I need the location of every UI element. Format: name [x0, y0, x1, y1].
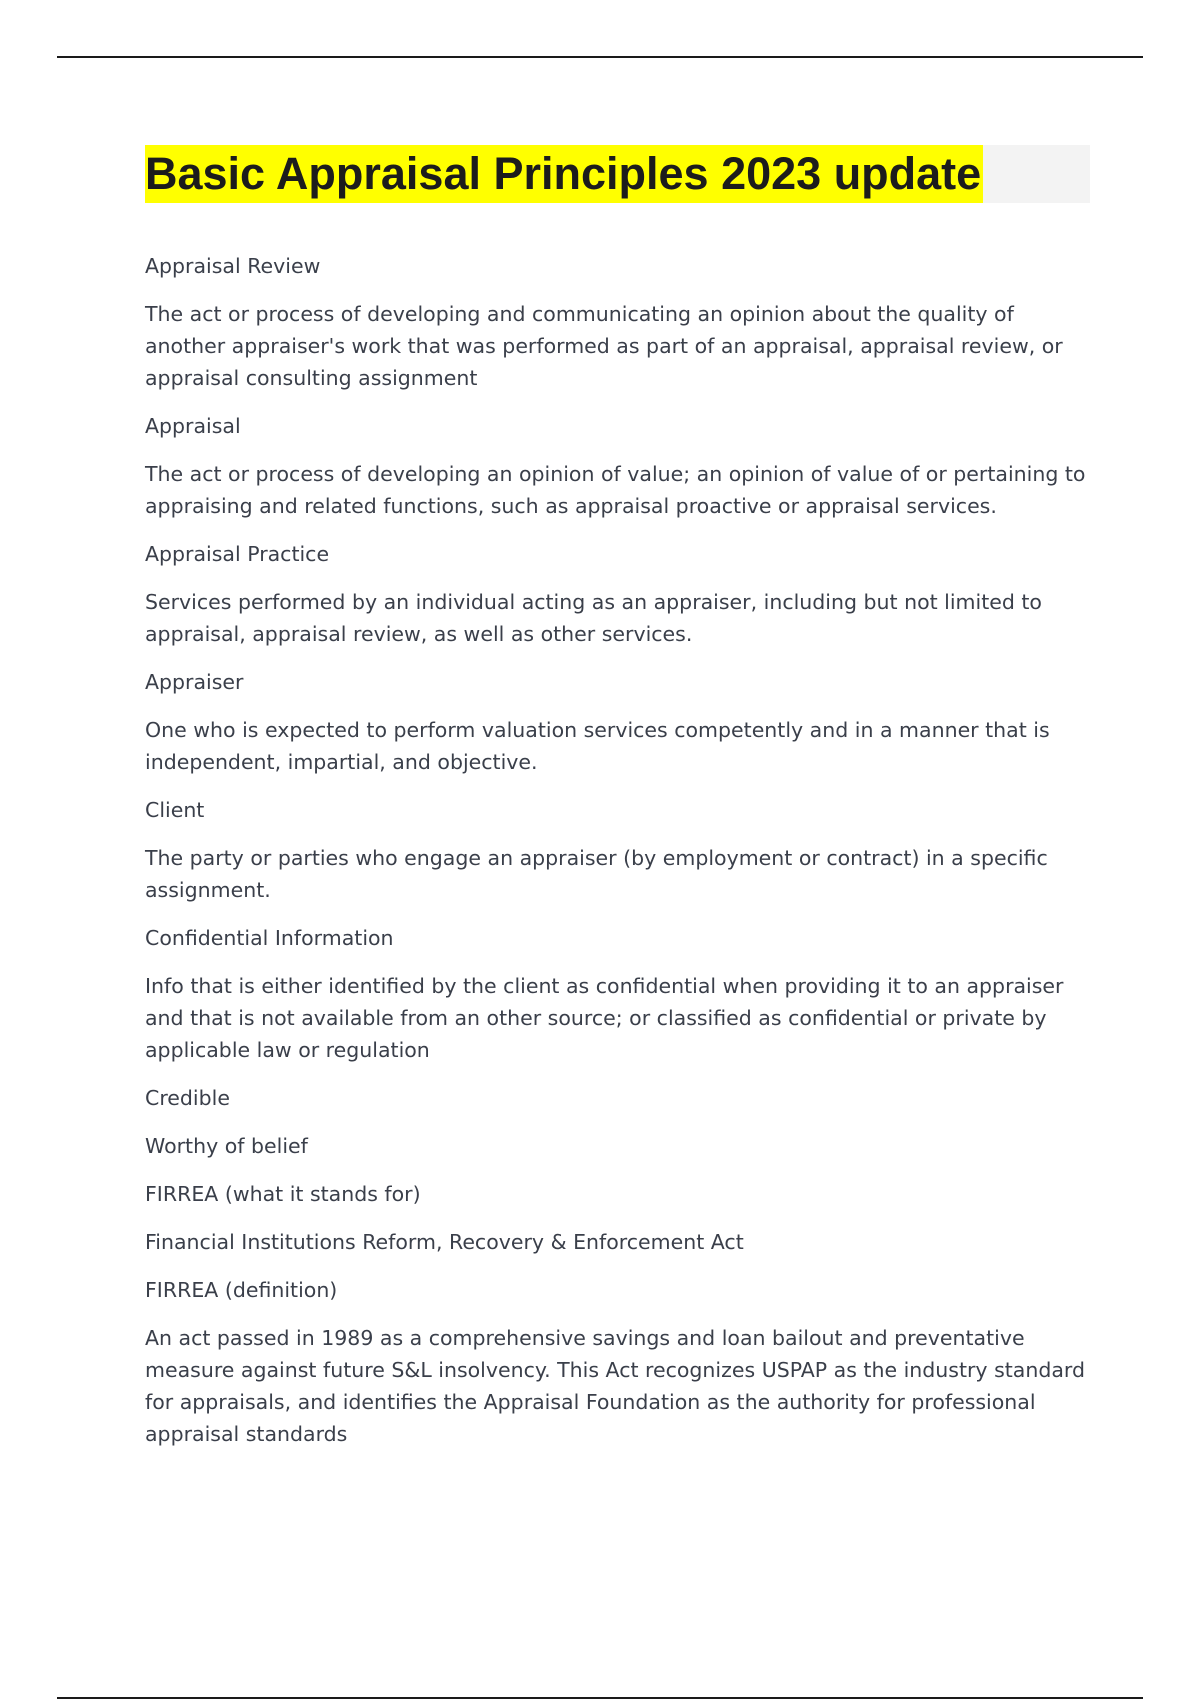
- bottom-rule: [57, 1697, 1143, 1699]
- entry-credible: [145, 1082, 1095, 1162]
- definition: The act or process of developing and communicating an opinion about the quality of another appraiser's work that was performed as part of an appraisal, appraisal review, or appraisal consulting assignment: [145, 302, 1063, 390]
- title-block: [145, 145, 1090, 203]
- entry-appraisal-practice: [145, 538, 1095, 650]
- entry-firrea-definition: [145, 1274, 1095, 1450]
- entry-confidential-information: [145, 922, 1095, 1066]
- term: Credible: [145, 1086, 230, 1110]
- term: FIRREA (what it stands for): [145, 1182, 421, 1206]
- definition: Info that is either identified by the client as confidential when providing it to an appraiser and that is not available from an other source; or classified as confidential or private by applicable law or regulation: [145, 974, 1064, 1062]
- definition: Worthy of belief: [145, 1134, 308, 1158]
- entry-firrea-acronym: [145, 1178, 1095, 1258]
- term: Appraisal Review: [145, 254, 321, 278]
- term: Appraisal: [145, 414, 241, 438]
- document-title: Basic Appraisal Principles 2023 update: [145, 145, 983, 203]
- entry-appraisal-review: [145, 250, 1095, 394]
- definition: One who is expected to perform valuation services competently and in a manner that is independent, impartial, and objective.: [145, 718, 1050, 774]
- entry-appraiser: [145, 666, 1095, 778]
- entry-appraisal: [145, 410, 1095, 522]
- term: Client: [145, 798, 205, 822]
- term: Confidential Information: [145, 926, 394, 950]
- definition: An act passed in 1989 as a comprehensive savings and loan bailout and preventative measure against future S&L insolvency. This Act recognizes USPAP as the industry standard for appraisals, and identifies the Appraisal Foundation as the authority for professional appraisal standards: [145, 1326, 1085, 1446]
- definition: The party or parties who engage an appraiser (by employment or contract) in a specific assignment.: [145, 846, 1048, 902]
- document-body: [145, 250, 1095, 1466]
- definition: The act or process of developing an opinion of value; an opinion of value of or pertaining to appraising and related functions, such as appraisal proactive or appraisal services.: [145, 462, 1086, 518]
- entry-client: [145, 794, 1095, 906]
- definition: Financial Institutions Reform, Recovery & Enforcement Act: [145, 1230, 744, 1254]
- term: Appraisal Practice: [145, 542, 330, 566]
- term: Appraiser: [145, 670, 244, 694]
- term: FIRREA (definition): [145, 1278, 338, 1302]
- definition: Services performed by an individual acting as an appraiser, including but not limited to appraisal, appraisal review, as well as other services.: [145, 590, 1042, 646]
- top-rule: [57, 56, 1143, 58]
